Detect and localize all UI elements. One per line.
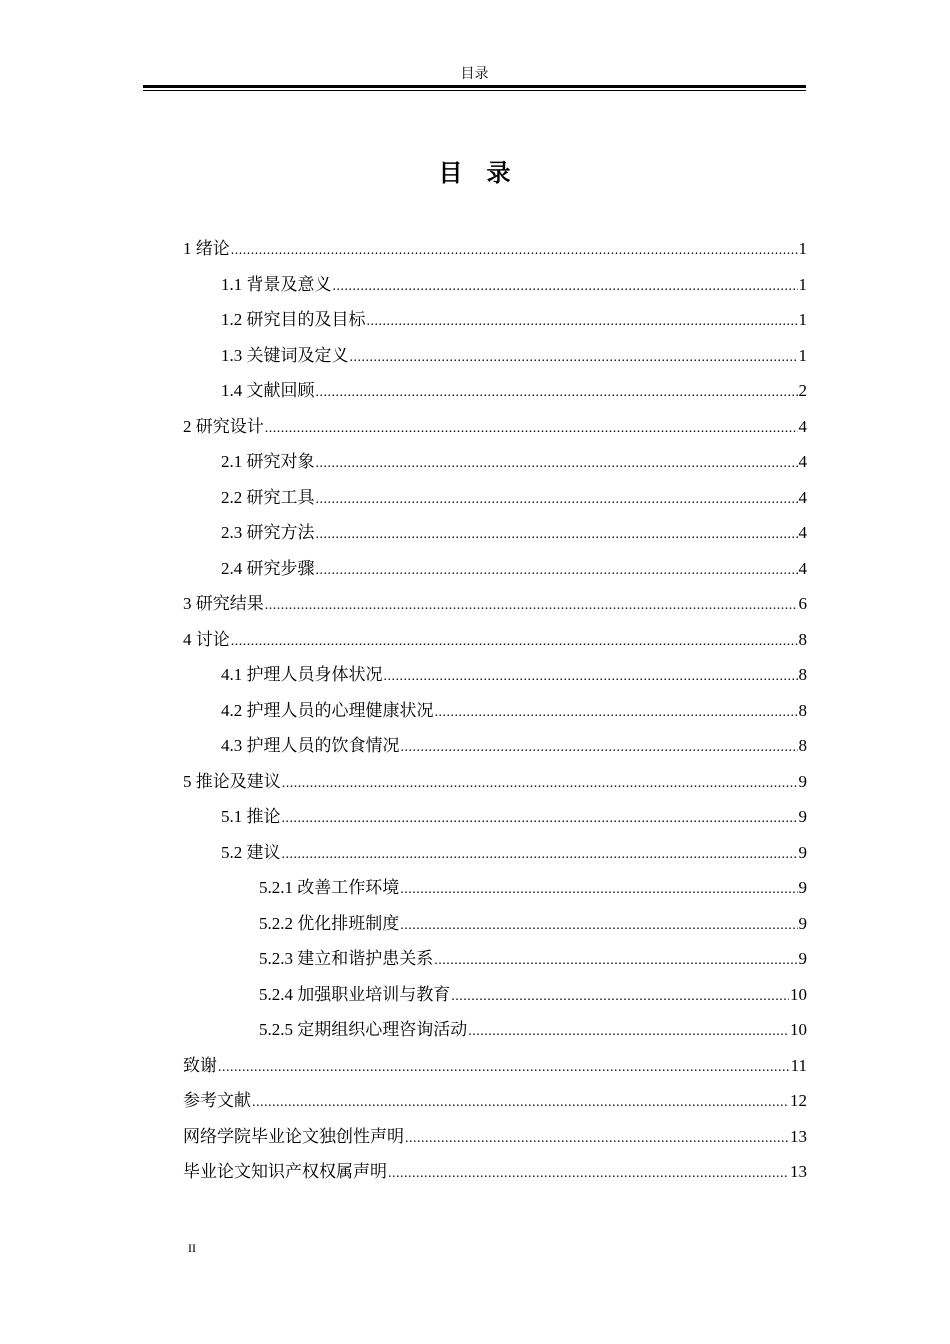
- dot-leader: [316, 446, 798, 482]
- toc-entry[interactable]: [183, 835, 807, 871]
- toc-entry-page-number: 1: [798, 239, 807, 258]
- toc-entry-page-number: 6: [798, 594, 807, 613]
- dot-leader: [316, 553, 798, 589]
- toc-entry-label: 4.2 护理人员的心理健康状况: [221, 700, 434, 720]
- toc-entry-page-number: 4: [798, 487, 807, 507]
- toc-entry-page-number: 1: [798, 345, 807, 365]
- toc-entry[interactable]: [183, 1119, 807, 1155]
- toc-entry-label: 1.3 关键词及定义: [221, 345, 349, 365]
- dot-leader: [231, 233, 798, 269]
- dot-leader: [400, 908, 797, 944]
- toc-entry-page-number: 8: [798, 736, 807, 755]
- dot-leader: [316, 482, 798, 518]
- toc-entry-label: 2.1 研究对象: [221, 452, 315, 471]
- toc-entry-page-number: 1: [798, 310, 807, 329]
- toc-entry[interactable]: [183, 515, 807, 551]
- dot-leader: [282, 801, 798, 837]
- toc-entry-label: 3 研究结果: [183, 594, 264, 613]
- toc-entry[interactable]: [183, 977, 807, 1013]
- dot-leader: [282, 837, 798, 873]
- toc-entry-label: 5.2.5 定期组织心理咨询活动: [259, 1020, 468, 1039]
- toc-entry-label: 1.2 研究目的及目标: [221, 310, 366, 329]
- toc-entry[interactable]: [183, 870, 807, 906]
- toc-entry[interactable]: [183, 1154, 807, 1190]
- toc-entry-label: 5.1 推论: [221, 807, 281, 826]
- toc-entry-label: 5.2.1 改善工作环境: [259, 878, 400, 897]
- toc-entry-page-number: 10: [790, 984, 807, 1004]
- toc-entry-label: 5.2 建议: [221, 842, 281, 862]
- toc-entry[interactable]: [183, 657, 807, 693]
- dot-leader: [388, 1156, 789, 1192]
- toc-entry[interactable]: [183, 231, 807, 267]
- header-rule-thick: [143, 85, 806, 88]
- toc-title: 目录: [438, 159, 535, 187]
- toc-entry-label: 5.2.4 加强职业培训与教育: [259, 984, 451, 1004]
- toc-entry-page-number: 4: [798, 452, 807, 471]
- toc-entry[interactable]: [183, 1012, 807, 1048]
- toc-entry-label: 毕业论文知识产权权属声明: [183, 1162, 387, 1181]
- toc-entry-page-number: 4: [798, 416, 807, 436]
- toc-entry-label: 5.2.3 建立和谐护患关系: [259, 949, 434, 968]
- toc-entry[interactable]: [183, 906, 807, 942]
- dot-leader: [265, 411, 798, 447]
- toc-entry[interactable]: [183, 764, 807, 800]
- toc-entry-page-number: 8: [798, 629, 807, 649]
- toc-entry[interactable]: [183, 444, 807, 480]
- toc-entry-page-number: 4: [798, 558, 807, 578]
- dot-leader: [468, 1014, 789, 1050]
- toc-entry-page-number: 11: [790, 1055, 807, 1075]
- toc-entry-page-number: 9: [798, 949, 807, 968]
- toc-entry[interactable]: [183, 373, 807, 409]
- toc-entry-label: 2.4 研究步骤: [221, 558, 315, 578]
- toc-entry[interactable]: [183, 622, 807, 658]
- toc-entry-label: 1.1 背景及意义: [221, 274, 332, 294]
- dot-leader: [316, 375, 798, 411]
- toc-entry[interactable]: [183, 586, 807, 622]
- toc-entry-page-number: 4: [798, 523, 807, 542]
- header-rule-thin: [143, 90, 806, 91]
- toc-entry-page-number: 1: [798, 274, 807, 294]
- toc-entry[interactable]: [183, 409, 807, 445]
- toc-entry-page-number: 2: [798, 381, 807, 400]
- toc-entry-page-number: 9: [798, 878, 807, 897]
- dot-leader: [451, 979, 789, 1015]
- dot-leader: [231, 624, 798, 660]
- dot-leader: [265, 588, 798, 624]
- toc-entry-label: 1 绪论: [183, 239, 230, 258]
- toc-entry[interactable]: [183, 693, 807, 729]
- toc-entry[interactable]: [183, 302, 807, 338]
- toc-entry[interactable]: [183, 267, 807, 303]
- dot-leader: [405, 1121, 789, 1157]
- toc-entry[interactable]: [183, 480, 807, 516]
- dot-leader: [282, 766, 798, 802]
- toc-entry-label: 1.4 文献回顾: [221, 381, 315, 400]
- running-header: 目录: [460, 67, 489, 82]
- dot-leader: [367, 304, 798, 340]
- toc-entry-page-number: 8: [798, 665, 807, 684]
- toc-entry-page-number: 13: [790, 1162, 807, 1181]
- toc-entry-label: 2 研究设计: [183, 416, 264, 436]
- dot-leader: [218, 1050, 790, 1086]
- toc-entry-label: 参考文献: [183, 1091, 251, 1110]
- dot-leader: [434, 943, 797, 979]
- page-number: II: [188, 1241, 196, 1255]
- toc-entry-page-number: 9: [798, 913, 807, 933]
- toc-entry[interactable]: [183, 941, 807, 977]
- toc-entry-label: 5.2.2 优化排班制度: [259, 913, 400, 933]
- toc-entry-page-number: 8: [798, 700, 807, 720]
- toc-entry[interactable]: [183, 728, 807, 764]
- toc-entry-page-number: 9: [798, 807, 807, 826]
- dot-leader: [316, 517, 798, 553]
- toc-entry-page-number: 12: [790, 1091, 807, 1110]
- toc-entry-page-number: 10: [790, 1020, 807, 1039]
- dot-leader: [435, 695, 798, 731]
- dot-leader: [350, 340, 798, 376]
- toc-entry-label: 4 讨论: [183, 629, 230, 649]
- toc-entry-label: 致谢: [183, 1055, 217, 1075]
- toc-entry-page-number: 9: [798, 771, 807, 791]
- toc-entry-label: 4.1 护理人员身体状况: [221, 665, 383, 684]
- dot-leader: [252, 1085, 789, 1121]
- dot-leader: [333, 269, 798, 305]
- toc-entry[interactable]: [183, 1048, 807, 1084]
- toc-entry[interactable]: [183, 1083, 807, 1119]
- toc-entry-label: 网络学院毕业论文独创性声明: [183, 1126, 404, 1146]
- dot-leader: [401, 730, 798, 766]
- toc-entry[interactable]: [183, 551, 807, 587]
- toc-list: [183, 231, 807, 1190]
- toc-entry-label: 2.2 研究工具: [221, 487, 315, 507]
- toc-entry[interactable]: [183, 799, 807, 835]
- toc-entry[interactable]: [183, 338, 807, 374]
- toc-entry-label: 4.3 护理人员的饮食情况: [221, 736, 400, 755]
- toc-entry-page-number: 13: [790, 1126, 807, 1146]
- toc-entry-page-number: 9: [798, 842, 807, 862]
- dot-leader: [400, 872, 797, 908]
- dot-leader: [384, 659, 798, 695]
- toc-entry-label: 5 推论及建议: [183, 771, 281, 791]
- toc-entry-label: 2.3 研究方法: [221, 523, 315, 542]
